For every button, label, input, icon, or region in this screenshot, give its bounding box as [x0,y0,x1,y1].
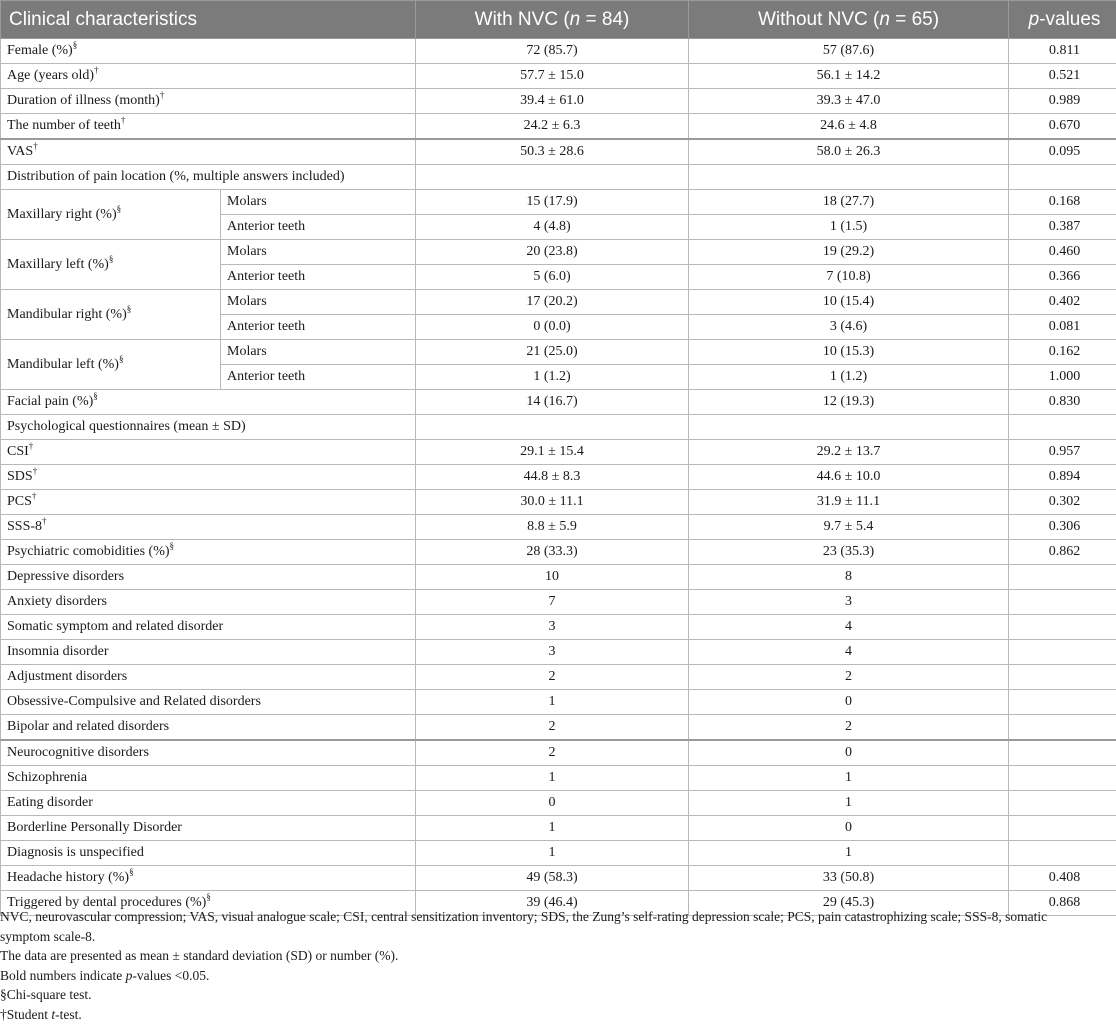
section-title: Distribution of pain location (%, multiple answers included) [1,165,416,190]
with-nvc-cell: 15 (17.9) [416,190,689,215]
with-nvc-cell: 44.8 ± 8.3 [416,465,689,490]
without-nvc-cell: 8 [689,565,1009,590]
table-row-facial-pain [1,390,1116,415]
p-value-cell: 0.168 [1009,190,1116,215]
with-nvc-cell: 24.2 ± 6.3 [416,114,689,140]
table-row [1,440,1116,465]
row-label: Duration of illness (month) [7,93,160,108]
label-cell: Insomnia disorder [1,640,416,665]
label-cell [1,390,416,415]
with-nvc-cell: 8.8 ± 5.9 [416,515,689,540]
with-nvc-cell: 3 [416,615,689,640]
without-nvc-cell: 57 (87.6) [689,39,1009,64]
without-nvc-cell: 2 [689,715,1009,741]
without-nvc-cell: 19 (29.2) [689,240,1009,265]
superscript-mark: § [126,303,132,314]
without-nvc-cell: 10 (15.4) [689,290,1009,315]
with-nvc-cell: 10 [416,565,689,590]
footnote-abbreviations-line2: symptom scale-8. [0,928,96,944]
empty-cell [1009,565,1116,590]
without-nvc-cell: 23 (35.3) [689,540,1009,565]
label-cell: Borderline Personally Disorder [1,816,416,841]
tooth-cell: Molars [221,240,416,265]
p-value-cell: 0.868 [1009,891,1116,916]
label-cell: Anxiety disorders [1,590,416,615]
with-nvc-cell: 5 (6.0) [416,265,689,290]
with-nvc-cell: 39.4 ± 61.0 [416,89,689,114]
row-label: PCS [7,494,32,509]
without-nvc-cell: 2 [689,665,1009,690]
header-p-values: p-values [1009,1,1116,39]
with-nvc-cell: 72 (85.7) [416,39,689,64]
empty-cell [1009,615,1116,640]
with-nvc-cell: 1 [416,816,689,841]
header-with-nvc: With NVC (n = 84) [416,1,689,39]
p-value-cell: 0.408 [1009,866,1116,891]
with-nvc-cell: 2 [416,715,689,741]
superscript-mark: † [31,491,37,501]
label-cell [1,139,416,165]
row-label: CSI [7,444,29,459]
with-nvc-cell: 28 (33.3) [416,540,689,565]
label-cell: Neurocognitive disorders [1,740,416,766]
label-cell [1,114,416,140]
without-nvc-cell: 9.7 ± 5.4 [689,515,1009,540]
label-cell [1,515,416,540]
without-nvc-cell: 29.2 ± 13.7 [689,440,1009,465]
without-nvc-cell: 1 (1.5) [689,215,1009,240]
header-without-nvc: Without NVC (n = 65) [689,1,1009,39]
p-value-cell: 0.862 [1009,540,1116,565]
with-nvc-cell: 1 [416,690,689,715]
table-row [1,690,1116,715]
tooth-cell: Anterior teeth [221,315,416,340]
without-nvc-cell: 3 [689,590,1009,615]
empty-cell [1009,690,1116,715]
superscript-mark: § [93,391,98,401]
with-nvc-cell: 30.0 ± 11.1 [416,490,689,515]
p-value-cell: 0.670 [1009,114,1116,140]
footnote-student-t: †Student t-test. [0,1006,82,1022]
label-cell [1,440,416,465]
with-nvc-cell: 0 (0.0) [416,315,689,340]
label-cell [1,540,416,565]
empty-cell [1009,740,1116,766]
without-nvc-cell: 24.6 ± 4.8 [689,114,1009,140]
table-row [1,615,1116,640]
row-label: SDS [7,469,33,484]
empty-cell [1009,415,1116,440]
superscript-mark: † [94,65,99,75]
without-nvc-cell: 1 [689,766,1009,791]
label-cell: Obsessive-Compulsive and Related disorders [1,690,416,715]
empty-cell [1009,640,1116,665]
with-nvc-cell: 2 [416,740,689,766]
p-value-cell: 0.460 [1009,240,1116,265]
table-body [1,39,1116,916]
section-row-psychological [1,415,1116,440]
empty-cell [1009,715,1116,741]
superscript-mark: § [206,892,211,902]
row-label: Headache history (%) [7,870,130,885]
footnote-abbreviations-line1: NVC, neurovascular compression; VAS, visual analogue scale; CSI, central sensitization inventory; SDS, the Zung’s self-rating depression scale; PCS, pain catastrophizing scale; SSS-8, somatic [0,909,1048,924]
empty-cell [1009,816,1116,841]
with-nvc-cell: 20 (23.8) [416,240,689,265]
table-row [1,590,1116,615]
label-cell [1,465,416,490]
with-nvc-cell: 4 (4.8) [416,215,689,240]
p-value-cell: 0.095 [1009,139,1116,165]
with-nvc-cell: 0 [416,791,689,816]
empty-cell [1009,791,1116,816]
superscript-mark: † [159,90,165,100]
superscript-mark: § [118,353,124,364]
p-value-cell: 1.000 [1009,365,1116,390]
tooth-cell: Molars [221,190,416,215]
table-row [1,290,1116,315]
table-row [1,640,1116,665]
label-cell: Adjustment disorders [1,665,416,690]
table-row [1,190,1116,215]
without-nvc-cell: 0 [689,740,1009,766]
p-value-cell: 0.387 [1009,215,1116,240]
without-nvc-cell: 18 (27.7) [689,190,1009,215]
superscript-mark: † [28,441,34,451]
table-row [1,340,1116,365]
with-nvc-cell: 3 [416,640,689,665]
without-nvc-cell: 4 [689,615,1009,640]
label-cell [1,64,416,89]
table-row [1,515,1116,540]
empty-cell [1009,665,1116,690]
table-row [1,240,1116,265]
region-cell [1,290,221,340]
with-nvc-cell: 14 (16.7) [416,390,689,415]
empty-cell [416,415,689,440]
table-row [1,139,1116,165]
without-nvc-cell: 1 [689,841,1009,866]
label-cell [1,866,416,891]
table-row [1,740,1116,766]
without-nvc-cell: 58.0 ± 26.3 [689,139,1009,165]
with-nvc-cell: 57.7 ± 15.0 [416,64,689,89]
label-cell [1,490,416,515]
label-cell: Bipolar and related disorders [1,715,416,741]
section-row-pain-location [1,165,1116,190]
without-nvc-cell: 10 (15.3) [689,340,1009,365]
with-nvc-cell: 49 (58.3) [416,866,689,891]
label-cell [1,89,416,114]
superscript-mark: † [42,516,47,526]
row-label: SSS-8 [7,519,43,534]
p-value-cell: 0.894 [1009,465,1116,490]
table-row [1,841,1116,866]
tooth-cell: Molars [221,340,416,365]
p-value-cell: 0.521 [1009,64,1116,89]
empty-cell [689,415,1009,440]
region-label: Maxillary left (%) [7,256,109,272]
row-label: VAS [7,144,34,159]
label-cell: Eating disorder [1,791,416,816]
table-row [1,766,1116,791]
without-nvc-cell: 33 (50.8) [689,866,1009,891]
label-cell: Schizophrenia [1,766,416,791]
footnote-data-note: The data are presented as mean ± standard deviation (SD) or number (%). [0,948,399,963]
superscript-mark: § [169,541,175,551]
empty-cell [1009,766,1116,791]
p-value-cell: 0.811 [1009,39,1116,64]
with-nvc-cell: 17 (20.2) [416,290,689,315]
p-value-cell: 0.302 [1009,490,1116,515]
region-label: Mandibular right (%) [7,306,127,322]
table-footnotes [0,907,1116,1024]
p-value-cell: 0.957 [1009,440,1116,465]
row-label: Psychiatric comobidities (%) [7,544,170,559]
p-value-cell: 0.402 [1009,290,1116,315]
tooth-cell: Anterior teeth [221,265,416,290]
without-nvc-cell: 56.1 ± 14.2 [689,64,1009,89]
label-cell: Somatic symptom and related disorder [1,615,416,640]
with-nvc-cell: 2 [416,665,689,690]
table-row [1,490,1116,515]
without-nvc-cell: 0 [689,816,1009,841]
p-value-cell: 0.366 [1009,265,1116,290]
table-header-row [1,1,1116,39]
table-row [1,114,1116,140]
table-row [1,665,1116,690]
p-value-cell: 0.162 [1009,340,1116,365]
with-nvc-cell: 50.3 ± 28.6 [416,139,689,165]
superscript-mark: § [108,253,114,264]
without-nvc-cell: 1 (1.2) [689,365,1009,390]
with-nvc-cell: 1 [416,841,689,866]
header-clinical-characteristics: Clinical characteristics [1,1,416,39]
empty-cell [416,165,689,190]
region-cell [1,240,221,290]
table-row [1,64,1116,89]
empty-cell [689,165,1009,190]
region-label: Maxillary right (%) [7,206,117,222]
label-cell [1,39,416,64]
row-label: Facial pain (%) [7,394,94,409]
region-cell [1,190,221,240]
superscript-mark: § [116,203,122,214]
p-value-cell: 0.830 [1009,390,1116,415]
p-value-cell: 0.306 [1009,515,1116,540]
empty-cell [1009,165,1116,190]
without-nvc-cell: 44.6 ± 10.0 [689,465,1009,490]
empty-cell [1009,590,1116,615]
without-nvc-cell: 29 (45.3) [689,891,1009,916]
with-nvc-cell: 1 [416,766,689,791]
superscript-mark: § [129,867,134,877]
table-row [1,465,1116,490]
without-nvc-cell: 4 [689,640,1009,665]
without-nvc-cell: 12 (19.3) [689,390,1009,415]
row-label: Female (%) [7,43,73,58]
tooth-cell: Anterior teeth [221,365,416,390]
region-label: Mandibular left (%) [7,356,119,372]
table-row [1,816,1116,841]
tooth-cell: Anterior teeth [221,215,416,240]
row-label: The number of teeth [7,118,121,133]
region-cell [1,340,221,390]
table-row [1,715,1116,741]
without-nvc-cell: 3 (4.6) [689,315,1009,340]
with-nvc-cell: 29.1 ± 15.4 [416,440,689,465]
row-label: Triggered by dental procedures (%) [7,895,207,910]
table-row [1,39,1116,64]
without-nvc-cell: 39.3 ± 47.0 [689,89,1009,114]
tooth-cell: Molars [221,290,416,315]
superscript-mark: † [33,141,38,151]
table-row [1,89,1116,114]
table-row [1,866,1116,891]
with-nvc-cell: 7 [416,590,689,615]
superscript-mark: † [120,115,126,125]
row-label: Age (years old) [7,68,95,83]
without-nvc-cell: 31.9 ± 11.1 [689,490,1009,515]
label-cell: Depressive disorders [1,565,416,590]
with-nvc-cell: 21 (25.0) [416,340,689,365]
table-row [1,565,1116,590]
p-value-cell: 0.989 [1009,89,1116,114]
p-value-cell: 0.081 [1009,315,1116,340]
with-nvc-cell: 39 (46.4) [416,891,689,916]
table-row-psychiatric-comorbidities [1,540,1116,565]
with-nvc-cell: 1 (1.2) [416,365,689,390]
without-nvc-cell: 0 [689,690,1009,715]
footnote-bold-note: Bold numbers indicate p-values <0.05. [0,967,210,983]
without-nvc-cell: 1 [689,791,1009,816]
superscript-mark: † [32,466,38,476]
label-cell: Diagnosis is unspecified [1,841,416,866]
footnote-chi-square: §Chi-square test. [0,987,92,1002]
superscript-mark: § [72,40,78,50]
empty-cell [1009,841,1116,866]
table-row [1,791,1116,816]
without-nvc-cell: 7 (10.8) [689,265,1009,290]
section-title: Psychological questionnaires (mean ± SD) [1,415,416,440]
